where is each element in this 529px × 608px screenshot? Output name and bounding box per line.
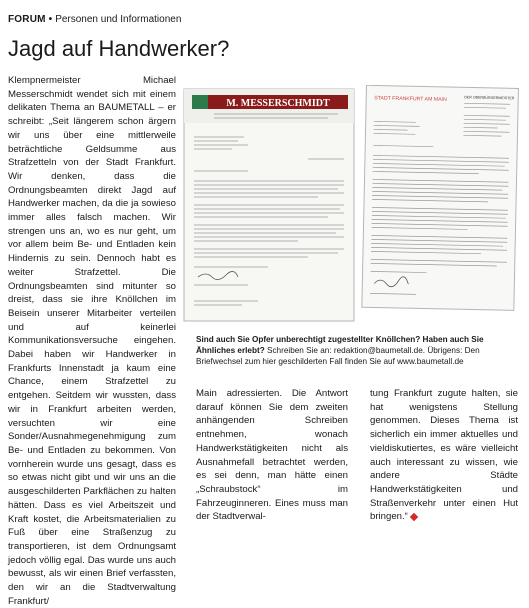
letters-photo <box>178 85 524 325</box>
caption-body: Schreiben Sie an: redaktion@baumetall.de. Übrigens: Den Briefwechsel zum hier geschilderten Fall finden Sie auf www.baumetall.de <box>196 346 480 366</box>
article-title: Jagd auf Handwerker? <box>8 36 230 61</box>
sender-text: STADT FRANKFURT AM MAIN <box>374 95 447 103</box>
end-of-article-mark <box>410 513 418 521</box>
letterhead-text: M. MESSERSCHMIDT <box>226 98 330 109</box>
letter-messerschmidt <box>184 89 354 321</box>
section-bullet: • <box>48 14 53 25</box>
subsection-label: Personen und Informationen <box>55 14 182 25</box>
section-label: FORUM <box>8 14 46 25</box>
letter-stadt-frankfurt <box>362 85 519 310</box>
caption-lead: Sind auch Sie Opfer unberechtigt zugestellter Knöllchen? Haben auch Sie Ähnliches erlebt? <box>196 335 484 355</box>
article-column-1: Klempnermeister Michael Messerschmidt wendet sich mit einem delikaten Thema an BAUMETALL – er schreibt: „Seit längerem schon ärgern wir uns über eine mittlerweile beträchtliche Geldsumme aus Strafzetteln von der Stadt Frankfurt. Wir denken, dass die Ordnungsbeamten direkt Jagd auf Handwerker machen, da die ja sowieso immer alles falsch machen. Wir strengen uns an, wo es nur geht, um vor allem beim Be- und Entladen kein Hindernis zu sein. Dennoch habt es weiter Strafzettel. Die Ordnungsbeamten sind mitunter so dreist, dass sie ihre Knöllchen im Beisein unserer Mitarbeiter verteilen und auf keinerlei Kommunikationsversuche eingehen. Dabei haben wir Handwerker in Frankfurts Innenstadt ja kaum eine Chance, einem Strafzettel zu entgehen. Seitdem wir wussten, dass wir in Frankfurt arbeiten werden, versuchten wir eine Sonder/Ausnahmegenehmigung zum Be- und Entladen zu bekommen. Von vornherein wurde uns gesagt, dass es so etwas nicht gibt und wir uns an die ausgeschilderten Parkflächen zu halten hätten. Dass es viel Arbeitszeit und Kraft kostet, die Arbeitsmaterialien zu Fuß über eine Straßenzug zu transportieren, ist dem Ordnungsamt jedoch völlig egal. Das wurde uns auch bewusst, als wir einen Brief verfassten, den wir an die Stadtverwaltung Frankfurt/ <box>8 75 176 607</box>
office-text: DER OBERBÜRGERMEISTER <box>464 95 515 101</box>
column-3-text: tung Frankfurt zugute halten, sie hat wenigstens Stellung genommen. Dieses Thema ist sicherlich ein immer aktuelles und vieldiskutiertes, es wäre vielleicht auch interessant zu wissen, wie andere Städte Handwerkstätigkeiten und Straßenverkehr unter einen Hut bringen.“ <box>370 388 518 523</box>
photo-caption <box>196 334 518 367</box>
article-column-2: Main adressierten. Die Antwort darauf können Sie dem zweiten anhängenden Schreiben entnehmen, wonach Handwerkstätigkeiten nicht als Ausnahmefall betrachtet werden, es sei denn, man hätte einen „Schraubstock“ im Fahrzeuginneren. Eines muss man der Stadtverwal- <box>196 388 348 523</box>
section-header <box>8 14 181 25</box>
article-column-3 <box>370 387 518 524</box>
